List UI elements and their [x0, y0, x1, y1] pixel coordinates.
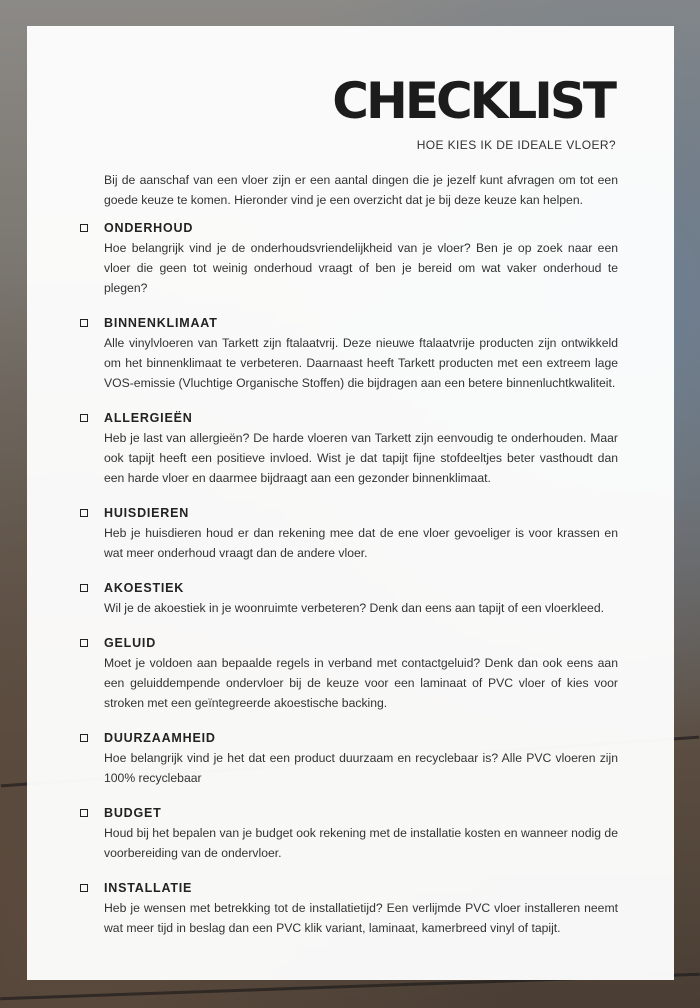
item-title: INSTALLATIE [104, 881, 193, 895]
item-text: Hoe belangrijk vind je het dat een product duurzaam en recyclebaar is? Alle PVC vloeren zijn 100% recyclebaar [104, 751, 618, 785]
checklist-item-allergieen [79, 408, 618, 488]
checkbox-icon[interactable] [80, 639, 88, 647]
item-text: Heb je last van allergieën? De harde vloeren van Tarkett zijn eenvoudig te onderhouden. Maar ook tapijt heeft een positieve invloed. Wist je dat tapijt fijne stofdeeltjes beter vasthoudt dan een harde vloer en daarmee bijdraagt aan een gezonder binnenklimaat. [104, 431, 618, 485]
checkbox-icon[interactable] [80, 224, 88, 232]
checklist-item-duurzaamheid [79, 728, 618, 788]
checkbox-icon[interactable] [80, 584, 88, 592]
item-title: GELUID [104, 636, 157, 650]
checkbox-icon[interactable] [80, 809, 88, 817]
item-title: AKOESTIEK [104, 581, 185, 595]
item-text: Moet je voldoen aan bepaalde regels in verband met contactgeluid? Denk dan ook eens aan een geluiddempende ondervloer bij de keuze voor een laminaat of PVC vloer of kies voor stroken met een geïntegreerde akoestische backing. [104, 656, 618, 710]
item-text: Wil je de akoestiek in je woonruimte verbeteren? Denk dan eens aan tapijt of een vloerkleed. [104, 601, 604, 615]
checklist-card [27, 26, 674, 980]
item-title: BINNENKLIMAAT [104, 316, 218, 330]
item-title: ALLERGIEËN [104, 411, 193, 425]
item-text: Heb je huisdieren houd er dan rekening mee dat de ene vloer gevoeliger is voor krassen en wat meer onderhoud vraagt dan de andere vloer. [104, 526, 618, 560]
item-text: Heb je wensen met betrekking tot de installatietijd? Een verlijmde PVC vloer installeren neemt wat meer tijd in beslag dan een PVC klik variant, laminaat, kamerbreed vinyl of tapijt. [104, 901, 618, 935]
checkbox-icon[interactable] [80, 734, 88, 742]
checkbox-icon[interactable] [80, 319, 88, 327]
item-text: Alle vinylvloeren van Tarkett zijn ftalaatvrij. Deze nieuwe ftalaatvrije producten zijn ontwikkeld om het binnenklimaat te verbeteren. Daarnaast heeft Tarkett producten met een extreem lage VOS-emissie (Vluchtige Organische Stoffen) die bijdragen aan een betere binnenluchtkwaliteit. [104, 336, 618, 390]
checklist-item-geluid [79, 633, 618, 713]
checkbox-icon[interactable] [80, 509, 88, 517]
checklist [79, 218, 618, 953]
checklist-item-budget [79, 803, 618, 863]
item-text: Houd bij het bepalen van je budget ook rekening met de installatie kosten en wanneer nodig de voorbereiding van de ondervloer. [104, 826, 618, 860]
item-title: ONDERHOUD [104, 221, 194, 235]
checklist-item-binnenklimaat [79, 313, 618, 393]
item-title: BUDGET [104, 806, 162, 820]
checkbox-icon[interactable] [80, 414, 88, 422]
checkbox-icon[interactable] [80, 884, 88, 892]
item-text: Hoe belangrijk vind je de onderhoudsvriendelijkheid van je vloer? Ben je op zoek naar een vloer die geen tot weinig onderhoud vraagt of ben je bereid om wat vaker onderhoud te plegen? [104, 241, 618, 295]
item-title: HUISDIEREN [104, 506, 190, 520]
page-subtitle: HOE KIES IK DE IDEALE VLOER? [416, 138, 616, 152]
checklist-item-installatie [79, 878, 618, 938]
checklist-item-onderhoud [79, 218, 618, 298]
page-title: CHECKLIST [332, 72, 614, 130]
item-title: DUURZAAMHEID [104, 731, 216, 745]
intro-text: Bij de aanschaf van een vloer zijn er een aantal dingen die je jezelf kunt afvragen om tot een goede keuze te komen. Hieronder vind je een overzicht dat je bij deze keuze kan helpen. [104, 173, 618, 207]
checklist-item-huisdieren [79, 503, 618, 563]
checklist-item-akoestiek [79, 578, 618, 618]
